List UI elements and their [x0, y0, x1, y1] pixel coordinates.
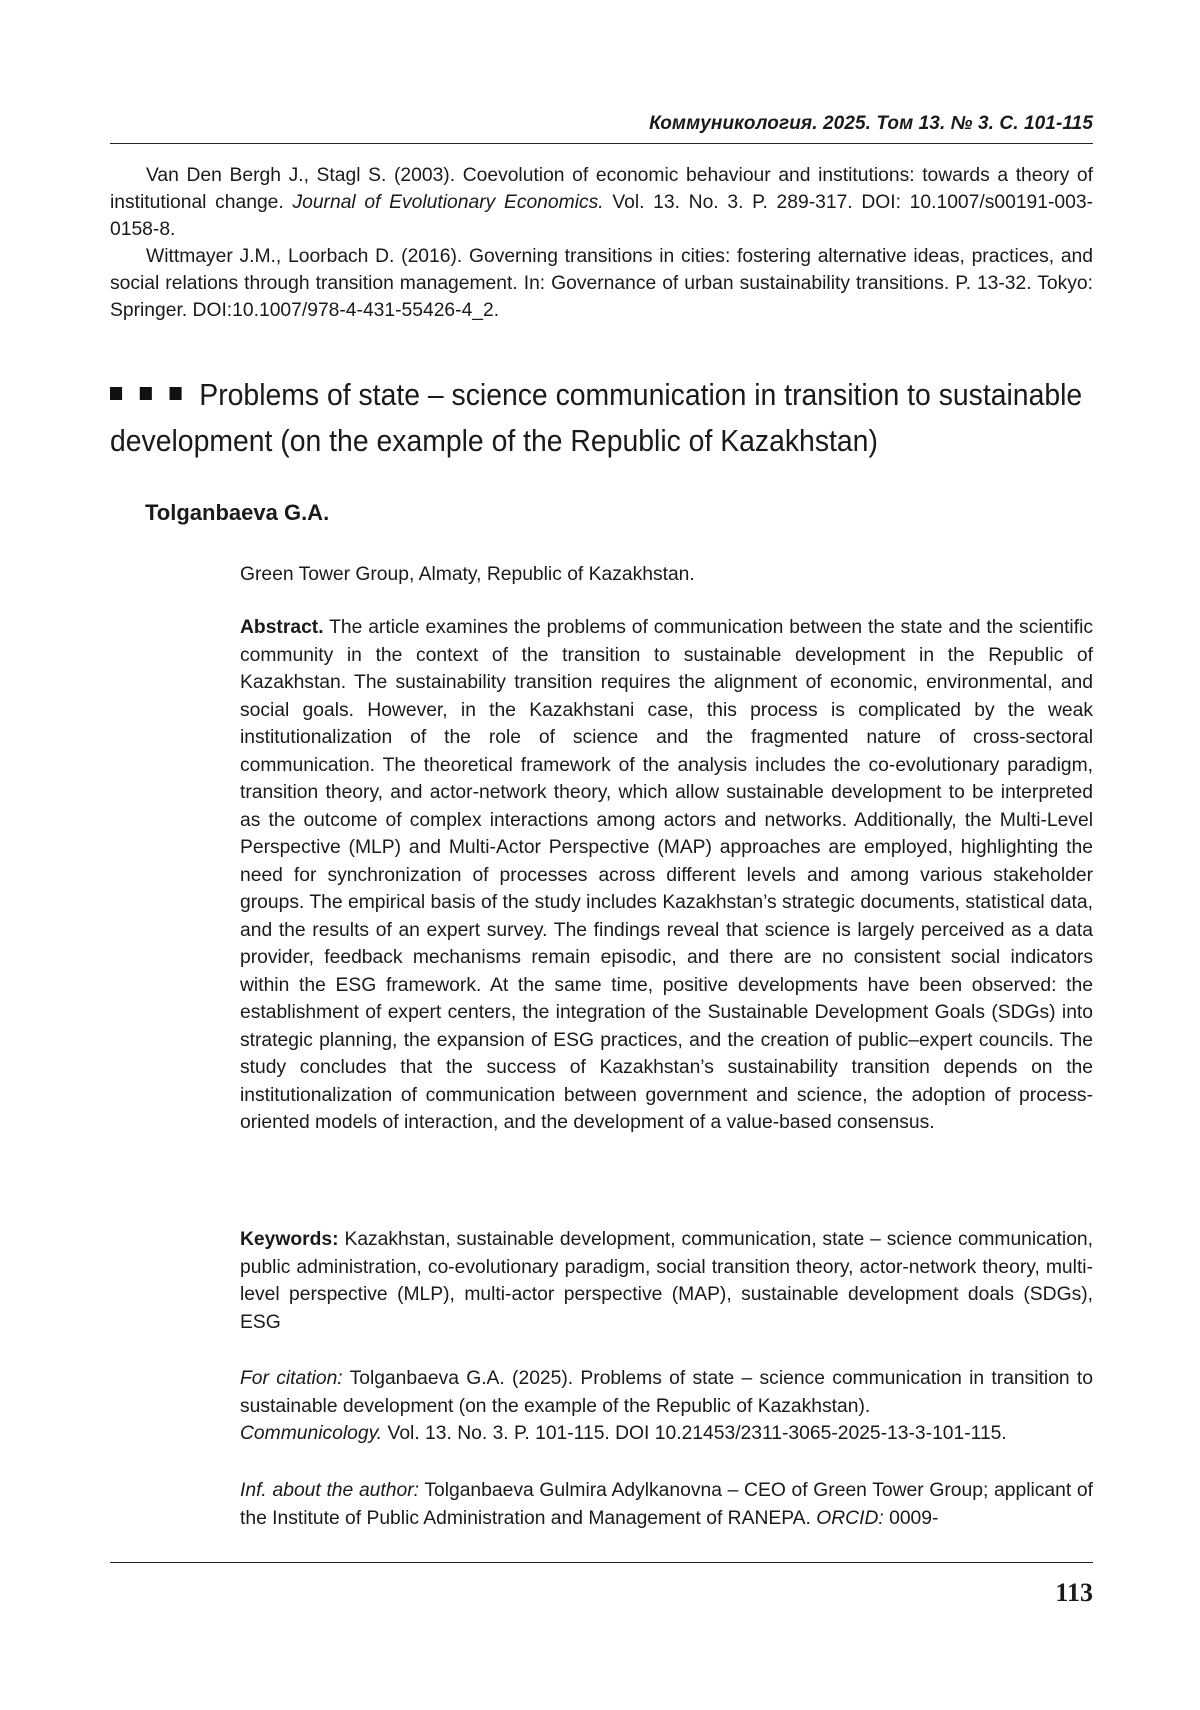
reference-list — [110, 162, 1093, 324]
abstract-label: Abstract. — [240, 617, 324, 638]
square-bullet-icon — [170, 387, 182, 400]
article-title: Problems of state – science communication in transition to sustainable development (on the example of the Republic of Kazakhstan) — [110, 378, 1083, 458]
abstract-text: The article examines the problems of communication between the state and the scientific community in the context of the transition to sustainable development in the Republic of Kazakhstan. The sustainability transition requires the alignment of economic, environmental, and social goals. However, in the Kazakhstani case, this process is complicated by the weak institutionalization of the role of science and the fragmented nature of cross-sectoral communication. The theoretical framework of the analysis includes the co-evolutionary paradigm, transition theory, and actor-network theory, which allow sustainable development to be interpreted as the outcome of complex interactions among actors and networks. Additionally, the Multi-Level Perspective (MLP) and Multi-Actor Perspective (MAP) approaches are employed, highlighting the need for synchronization of processes across different levels and among various stakeholder groups. The empirical basis of the study includes Kazakhstan’s strategic documents, statistical data, and the results of an expert survey. The findings reveal that science is largely perceived as a data provider, feedback mechanisms remain episodic, and there are no consistent social indicators within the ESG framework. At the same time, positive developments have been observed: the establishment of expert centers, the integration of the Sustainable Development Goals (SDGs) into strategic planning, the expansion of ESG practices, and the creation of public–expert councils. The study concludes that the success of Kazakhstan’s sustainability transition depends on the institutionalization of communication between government and science, the adoption of process-oriented models of interaction, and the development of a value-based consensus. — [240, 617, 1093, 1133]
citation-journal: Communicology. — [240, 1423, 383, 1444]
keywords-text: Kazakhstan, sustainable development, communication, state – science communication, public administration, co-evolutionary paradigm, social transition theory, actor-network theory, multi-level perspective (MLP), multi-actor perspective (MAP), sustainable development doals (SDGs), ESG — [240, 1229, 1093, 1333]
reference-item — [110, 243, 1093, 324]
reference-text: Van Den Bergh J., Stagl S. (2003). Coevolution of economic behaviour and institutions: towards a theory of institutional change. — [110, 165, 1093, 213]
citation — [240, 1365, 1093, 1448]
reference-text: Vol. 13. No. 3. P. 289-317. DOI: 10.1007/s00191-003-0158-8. — [110, 192, 1093, 240]
square-bullet-icon — [110, 387, 122, 400]
abstract — [240, 614, 1093, 1137]
keywords-label: Keywords: — [240, 1229, 339, 1250]
reference-item — [110, 162, 1093, 243]
square-bullet-icon — [140, 387, 152, 400]
author-info-text: Tolganbaeva Gulmira Adylkanovna – CEO of Green Tower Group; applicant of the Institute of Public Administration and Management of RANEPA. — [240, 1480, 1093, 1529]
citation-label: For citation: — [240, 1368, 343, 1389]
page-number: 113 — [1055, 1578, 1093, 1607]
author-info-label: Inf. about the author: — [240, 1480, 419, 1501]
article-title-block — [110, 372, 1093, 464]
reference-text: Wittmayer J.M., Loorbach D. (2016). Governing transitions in cities: fostering alternative ideas, practices, and social relations through transition management. In: Governance of urban sustainability transitions. P. 13-32. Tokyo: Springer. DOI:10.1007/978-4-431-55426-4_2. — [110, 246, 1093, 321]
orcid-label: ORCID: — [816, 1507, 884, 1529]
orcid-text: 0009- — [883, 1507, 939, 1529]
affiliation: Green Tower Group, Almaty, Republic of Kazakhstan. — [240, 564, 695, 585]
citation-tail: Vol. 13. No. 3. P. 101-115. DOI 10.21453/2311-3065-2025-13-3-101-115. — [382, 1423, 1007, 1444]
reference-journal: Journal of Evolutionary Economics. — [292, 192, 604, 213]
header-rule — [110, 143, 1093, 144]
running-head: Коммуникология. 2025. Том 13. № 3. С. 101-115 — [649, 113, 1093, 134]
keywords — [240, 1226, 1093, 1336]
footer-rule — [110, 1562, 1093, 1563]
citation-text: Tolganbaeva G.A. (2025). Problems of state – science communication in transition to sustainable development (on the example of the Republic of Kazakhstan). — [240, 1368, 1094, 1417]
author-name: Tolganbaeva G.A. — [145, 500, 330, 525]
author-info — [240, 1477, 1093, 1532]
